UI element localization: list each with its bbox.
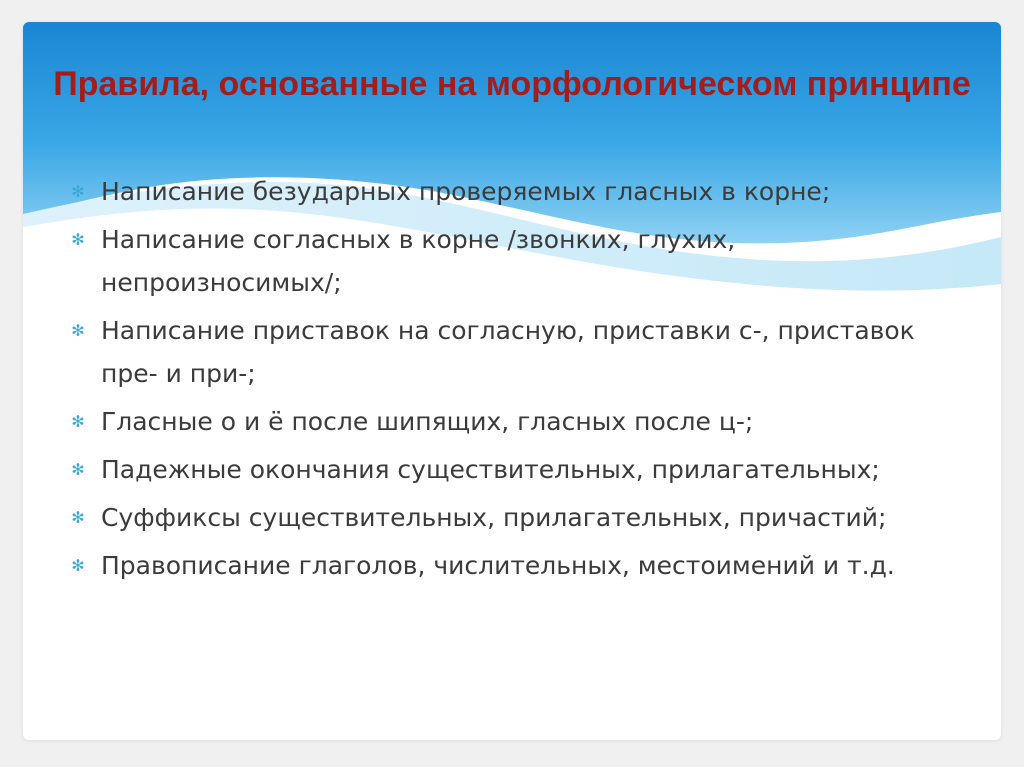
bullet-text: Гласные о и ё после шипящих, гласных после ц-; [101, 407, 754, 436]
bullet-text: Написание безударных проверяемых гласных в корне; [101, 177, 831, 206]
slide-title: Правила, основанные на морфологическом принципе [53, 65, 971, 103]
asterisk-bullet-icon: ✻ [71, 230, 85, 249]
bullet-item [67, 218, 967, 304]
bullet-text: Суффиксы существительных, прилагательных, причастий; [101, 503, 887, 532]
asterisk-bullet-icon: ✻ [71, 556, 85, 575]
bullet-text: Правописание глаголов, числительных, местоимений и т.д. [101, 551, 895, 580]
asterisk-bullet-icon: ✻ [71, 321, 85, 340]
asterisk-bullet-icon: ✻ [71, 460, 85, 479]
bullet-list [67, 170, 967, 592]
bullet-item [67, 309, 967, 395]
asterisk-bullet-icon: ✻ [71, 182, 85, 201]
slide [23, 22, 1001, 740]
bullet-text: Написание приставок на согласную, приставки с-, приставок пре- и при-; [101, 316, 915, 388]
bullet-item [67, 496, 967, 539]
asterisk-bullet-icon: ✻ [71, 412, 85, 431]
bullet-item [67, 544, 967, 587]
bullet-item [67, 170, 967, 213]
asterisk-bullet-icon: ✻ [71, 508, 85, 527]
bullet-text: Написание согласных в корне /звонких, глухих, непроизносимых/; [101, 225, 736, 297]
bullet-item [67, 400, 967, 443]
bullet-text: Падежные окончания существительных, прилагательных; [101, 455, 880, 484]
bullet-item [67, 448, 967, 491]
